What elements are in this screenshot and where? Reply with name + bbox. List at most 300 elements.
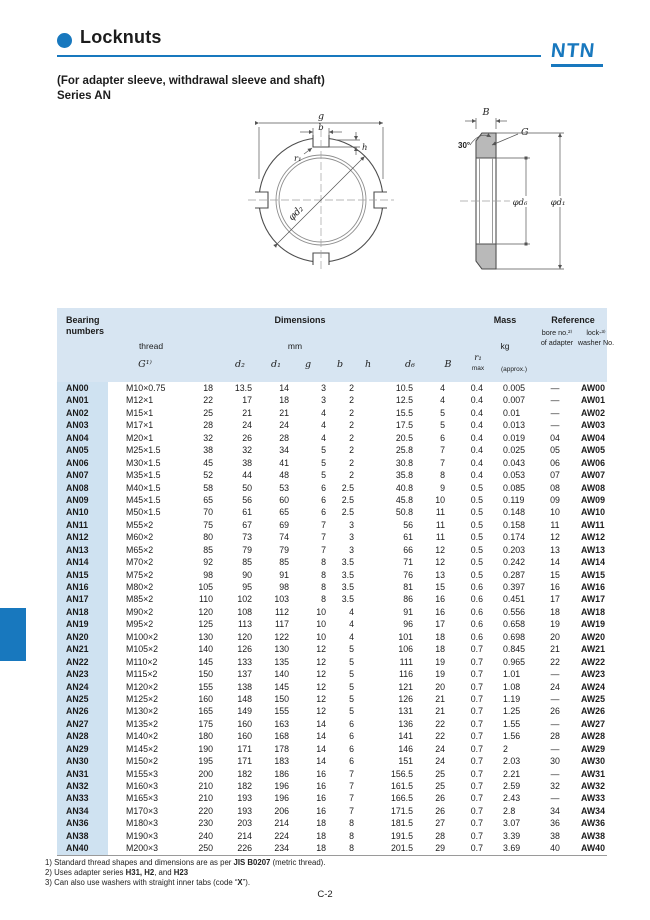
cell-bearing-number: AN25	[57, 693, 108, 705]
cell-h: 5	[349, 669, 354, 680]
cell-r1-max: 0.7	[470, 656, 483, 667]
cell-h: 3.5	[341, 557, 354, 568]
cell-d2: 92	[203, 557, 213, 568]
dim-label-r1: r₁	[294, 154, 302, 164]
header-bore-no: bore no.²⁾	[541, 328, 573, 337]
cell-thread: M30×1.5	[126, 457, 161, 468]
cell-adapter-bore-no: 40	[550, 843, 560, 854]
cell-mass: 0.085	[503, 482, 526, 493]
cell-g: 69	[279, 519, 289, 530]
cell-h: 7	[349, 805, 354, 816]
cell-mass: 1.55	[503, 718, 521, 729]
cell-B: 9	[440, 482, 445, 493]
table-row	[57, 556, 607, 568]
cell-lock-washer-no: AW09	[581, 494, 605, 505]
cell-lock-washer-no: AW22	[581, 656, 605, 667]
table-row	[57, 730, 607, 742]
cell-h: 8	[349, 818, 354, 829]
header-mm: mm	[287, 341, 303, 351]
cell-bearing-number: AN24	[57, 681, 108, 693]
cell-b: 6	[321, 482, 326, 493]
dim-label-d6: φd₆	[512, 198, 528, 208]
cell-mass: 0.053	[503, 470, 526, 481]
cell-d6: 156.5	[390, 768, 413, 779]
cell-h: 2.5	[341, 507, 354, 518]
symbol-d1: d₁	[271, 359, 281, 370]
cell-b: 12	[316, 706, 326, 717]
cell-d6: 101	[398, 631, 413, 642]
cell-mass: 0.203	[503, 544, 526, 555]
cell-adapter-bore-no: —	[550, 383, 560, 393]
cell-r1-max: 0.5	[470, 507, 483, 518]
cell-adapter-bore-no: —	[550, 395, 560, 406]
cell-bearing-number: AN28	[57, 730, 108, 742]
cell-d6: 131	[398, 706, 413, 717]
cell-lock-washer-no: AW27	[581, 718, 605, 729]
cell-h: 3.5	[341, 569, 354, 580]
cell-bearing-number: AN36	[57, 817, 108, 829]
table-body	[57, 382, 607, 856]
table-row	[57, 457, 607, 469]
cell-d6: 71	[403, 557, 413, 568]
section-side-tab	[0, 608, 26, 661]
cell-bearing-number: AN08	[57, 482, 108, 494]
cell-thread: M90×2	[126, 606, 154, 617]
cell-B: 29	[435, 843, 445, 854]
cell-d6: 76	[403, 569, 413, 580]
cell-thread: M12×1	[126, 395, 154, 406]
cell-mass: 0.007	[503, 395, 526, 406]
cell-mass: 3.07	[503, 818, 521, 829]
cell-d1: 137	[237, 669, 252, 680]
cell-b: 8	[321, 594, 326, 605]
cell-mass: 1.56	[503, 731, 521, 742]
cell-thread: M120×2	[126, 681, 159, 692]
cell-r1-max: 0.4	[470, 395, 483, 406]
cell-r1-max: 0.7	[470, 693, 483, 704]
side-view-diagram	[448, 101, 598, 277]
cell-b: 4	[321, 420, 326, 431]
cell-r1-max: 0.6	[470, 619, 483, 630]
cell-lock-washer-no: AW19	[581, 619, 605, 630]
cell-d2: 175	[198, 718, 213, 729]
cell-bearing-number: AN02	[57, 407, 108, 419]
cell-d2: 98	[203, 569, 213, 580]
cell-lock-washer-no: AW10	[581, 507, 605, 518]
cell-adapter-bore-no: 14	[550, 557, 560, 568]
cell-mass: 0.174	[503, 532, 526, 543]
cell-r1-max: 0.7	[470, 756, 483, 767]
cell-lock-washer-no: AW07	[581, 470, 605, 481]
cell-d1: 182	[237, 781, 252, 791]
cell-lock-washer-no: AW02	[581, 407, 605, 418]
cell-adapter-bore-no: 32	[550, 781, 560, 791]
cell-d6: 166.5	[390, 793, 413, 804]
cell-thread: M20×1	[126, 432, 154, 443]
cell-bearing-number: AN20	[57, 631, 108, 643]
cell-r1-max: 0.5	[470, 482, 483, 493]
cell-B: 19	[435, 669, 445, 680]
table-row	[57, 494, 607, 506]
cell-thread: M170×3	[126, 805, 159, 816]
cell-d1: 85	[242, 557, 252, 568]
cell-lock-washer-no: AW06	[581, 457, 605, 468]
cell-d1: 226	[237, 843, 252, 854]
cell-lock-washer-no: AW04	[581, 432, 605, 443]
cell-r1-max: 0.7	[470, 830, 483, 841]
cell-mass: 0.556	[503, 606, 526, 617]
cell-r1-max: 0.7	[470, 843, 483, 854]
table-header: Bearing numbers Dimensions thread mm Mass kg (approx.) Reference bore no.²⁾ of adapter lock-³⁾ washer No. G¹⁾ d₂ d₁ g b h d₆ B r₁ max	[57, 308, 607, 382]
cell-mass: 2.8	[503, 805, 516, 816]
cell-h: 3	[349, 519, 354, 530]
cell-bearing-number: AN05	[57, 444, 108, 456]
cell-lock-washer-no: AW24	[581, 681, 605, 692]
table-row	[57, 407, 607, 419]
cell-r1-max: 0.7	[470, 768, 483, 779]
table-row	[57, 705, 607, 717]
table-row	[57, 693, 607, 705]
cell-r1-max: 0.4	[470, 383, 483, 393]
cell-thread: M115×2	[126, 669, 158, 680]
table-row	[57, 817, 607, 829]
cell-g: 98	[279, 582, 289, 592]
cell-B: 6	[440, 432, 445, 443]
cell-lock-washer-no: AW13	[581, 544, 605, 555]
cell-mass: 0.397	[503, 582, 526, 592]
cell-d1: 38	[242, 457, 252, 468]
cell-h: 5	[349, 693, 354, 704]
table-row	[57, 581, 607, 593]
cell-mass: 0.025	[503, 445, 526, 456]
footnote-line: 1) Standard thread shapes and dimensions are as per JIS B0207 (metric thread).	[45, 858, 326, 867]
cell-bearing-number: AN23	[57, 668, 108, 680]
cell-d6: 50.8	[395, 507, 413, 518]
cell-lock-washer-no: AW03	[581, 420, 605, 431]
cell-mass: 0.658	[503, 619, 526, 630]
cell-bearing-number: AN18	[57, 606, 108, 618]
cell-d6: 136	[398, 718, 413, 729]
cell-b: 14	[316, 756, 326, 767]
cell-bearing-number: AN15	[57, 569, 108, 581]
cell-r1-max: 0.7	[470, 706, 483, 717]
cell-d6: 151	[398, 756, 413, 767]
cell-thread: M100×2	[126, 631, 159, 642]
cell-h: 5	[349, 681, 354, 692]
cell-lock-washer-no: AW20	[581, 631, 605, 642]
cell-adapter-bore-no: —	[550, 407, 560, 418]
cell-g: 79	[279, 544, 289, 555]
cell-h: 7	[349, 781, 354, 791]
cell-adapter-bore-no: 15	[550, 569, 560, 580]
cell-adapter-bore-no: 09	[550, 494, 560, 505]
cell-r1-max: 0.7	[470, 644, 483, 655]
cell-B: 5	[440, 407, 445, 418]
cell-d2: 32	[203, 432, 213, 443]
cell-d6: 35.8	[395, 470, 413, 481]
cell-d2: 25	[203, 407, 213, 418]
cell-d6: 161.5	[390, 781, 413, 791]
cell-g: 224	[274, 830, 289, 841]
cell-lock-washer-no: AW40	[581, 843, 605, 854]
cell-thread: M55×2	[126, 519, 154, 530]
cell-lock-washer-no: AW36	[581, 818, 605, 829]
cell-d1: 171	[237, 756, 252, 767]
cell-d1: 193	[237, 805, 252, 816]
cell-B: 27	[435, 818, 445, 829]
cell-r1-max: 0.4	[470, 470, 483, 481]
cell-b: 18	[316, 818, 326, 829]
dim-label-B: B	[482, 107, 490, 118]
cell-bearing-number: AN40	[57, 842, 108, 854]
cell-d2: 22	[203, 395, 213, 406]
cell-adapter-bore-no: 21	[550, 644, 560, 655]
cell-lock-washer-no: AW12	[581, 532, 605, 543]
cell-h: 3.5	[341, 594, 354, 605]
cell-h: 3.5	[341, 582, 354, 592]
cell-b: 18	[316, 843, 326, 854]
cell-d1: 160	[237, 718, 252, 729]
cell-d1: 56	[242, 494, 252, 505]
cell-r1-max: 0.7	[470, 718, 483, 729]
cell-B: 25	[435, 768, 445, 779]
cell-g: 34	[279, 445, 289, 456]
cell-adapter-bore-no: 36	[550, 818, 560, 829]
cell-bearing-number: AN27	[57, 718, 108, 730]
cell-r1-max: 0.7	[470, 818, 483, 829]
cell-h: 4	[349, 619, 354, 630]
table-row	[57, 531, 607, 543]
cell-h: 6	[349, 731, 354, 742]
cell-d1: 21	[242, 407, 252, 418]
cell-mass: 2.21	[503, 768, 521, 779]
symbol-g: g	[304, 359, 312, 370]
cell-bearing-number: AN11	[57, 519, 108, 531]
cell-mass: 2.43	[503, 793, 521, 804]
cell-b: 10	[316, 631, 326, 642]
cell-d2: 85	[203, 544, 213, 555]
cell-d1: 67	[242, 519, 252, 530]
cell-thread: M110×2	[126, 656, 158, 667]
cell-b: 7	[321, 519, 326, 530]
table-row	[57, 805, 607, 817]
cell-d6: 40.8	[395, 482, 413, 493]
cell-mass: 2	[503, 743, 508, 754]
cell-thread: M105×2	[126, 644, 159, 655]
cell-d6: 96	[403, 619, 413, 630]
cell-lock-washer-no: AW05	[581, 445, 605, 456]
cell-d1: 32	[242, 445, 252, 456]
cell-lock-washer-no: AW16	[581, 582, 605, 592]
cell-thread: M80×2	[126, 582, 154, 592]
cell-b: 12	[316, 644, 326, 655]
cell-r1-max: 0.6	[470, 606, 483, 617]
cell-g: 196	[274, 793, 289, 804]
page-title: Locknuts	[80, 27, 162, 47]
cell-adapter-bore-no: 26	[550, 706, 560, 717]
symbol-G: G¹⁾	[138, 359, 152, 370]
cell-r1-max: 0.4	[470, 457, 483, 468]
cell-thread: M145×2	[126, 743, 159, 754]
cell-r1-max: 0.6	[470, 594, 483, 605]
cell-lock-washer-no: AW15	[581, 569, 605, 580]
cell-d6: 191.5	[390, 830, 413, 841]
table-row	[57, 506, 607, 518]
cell-adapter-bore-no: —	[550, 768, 560, 779]
table-row	[57, 382, 607, 394]
cell-r1-max: 0.6	[470, 582, 483, 592]
cell-h: 6	[349, 718, 354, 729]
cell-h: 2.5	[341, 494, 354, 505]
cell-B: 20	[435, 681, 445, 692]
cell-lock-washer-no: AW26	[581, 706, 605, 717]
cell-b: 8	[321, 569, 326, 580]
cell-h: 3	[349, 532, 354, 543]
cell-g: 14	[279, 383, 289, 393]
cell-d6: 61	[403, 532, 413, 543]
cell-mass: 2.03	[503, 756, 521, 767]
cell-b: 10	[316, 619, 326, 630]
cell-adapter-bore-no: 20	[550, 631, 560, 642]
cell-g: 60	[279, 494, 289, 505]
cell-mass: 0.965	[503, 656, 526, 667]
cell-d6: 45.8	[395, 494, 413, 505]
cell-h: 2	[349, 470, 354, 481]
cell-b: 7	[321, 544, 326, 555]
table-row	[57, 432, 607, 444]
cell-B: 21	[435, 706, 445, 717]
table-row	[57, 606, 607, 618]
cell-d6: 12.5	[395, 395, 413, 406]
cell-d2: 210	[198, 781, 213, 791]
symbol-d6: d₆	[405, 359, 415, 370]
cell-g: 74	[279, 532, 289, 543]
cell-d2: 58	[203, 482, 213, 493]
cell-d2: 38	[203, 445, 213, 456]
cell-adapter-bore-no: —	[550, 793, 560, 804]
cell-d6: 86	[403, 594, 413, 605]
cell-lock-washer-no: AW00	[581, 383, 605, 393]
cell-B: 15	[435, 582, 445, 592]
cell-h: 5	[349, 656, 354, 667]
cell-d1: 50	[242, 482, 252, 493]
cell-d1: 133	[237, 656, 252, 667]
cell-d1: 73	[242, 532, 252, 543]
symbol-B: B	[444, 359, 452, 370]
cell-g: 140	[274, 669, 289, 680]
cell-bearing-number: AN06	[57, 457, 108, 469]
cell-r1-max: 0.7	[470, 669, 483, 680]
footnotes	[45, 858, 325, 888]
cell-b: 3	[321, 395, 326, 406]
cell-g: 91	[279, 569, 289, 580]
cell-g: 112	[274, 606, 289, 617]
cell-adapter-bore-no: 18	[550, 606, 560, 617]
cell-B: 21	[435, 693, 445, 704]
cell-B: 7	[440, 445, 445, 456]
cell-d2: 45	[203, 457, 213, 468]
cell-b: 16	[316, 805, 326, 816]
cell-b: 18	[316, 830, 326, 841]
cell-g: 163	[274, 718, 289, 729]
cell-b: 5	[321, 445, 326, 456]
cell-bearing-number: AN19	[57, 618, 108, 630]
cell-bearing-number: AN00	[57, 382, 108, 394]
dim-label-d1: φd₁	[550, 198, 566, 208]
cell-bearing-number: AN26	[57, 705, 108, 717]
cell-d2: 120	[198, 606, 213, 617]
cell-mass: 0.01	[503, 407, 521, 418]
cell-d1: 95	[242, 582, 252, 592]
cell-b: 12	[316, 669, 326, 680]
cell-mass: 0.148	[503, 507, 526, 518]
cell-d1: 24	[242, 420, 252, 431]
cell-d1: 160	[237, 731, 252, 742]
cell-b: 16	[316, 768, 326, 779]
cell-b: 7	[321, 532, 326, 543]
cell-mass: 3.69	[503, 843, 521, 854]
cell-adapter-bore-no: —	[550, 420, 560, 431]
cell-g: 183	[274, 756, 289, 767]
cell-h: 2	[349, 457, 354, 468]
chamfer-angle-label: 30°	[458, 141, 471, 150]
cell-B: 5	[440, 420, 445, 431]
cell-h: 2	[349, 407, 354, 418]
cell-mass: 1.19	[503, 693, 521, 704]
cell-r1-max: 0.4	[470, 407, 483, 418]
cell-adapter-bore-no: 19	[550, 619, 560, 630]
cell-B: 16	[435, 594, 445, 605]
cell-b: 6	[321, 507, 326, 518]
cell-b: 16	[316, 781, 326, 791]
cell-B: 22	[435, 718, 445, 729]
cell-thread: M17×1	[126, 420, 154, 431]
cell-d6: 121	[398, 681, 413, 692]
cell-b: 14	[316, 731, 326, 742]
cell-mass: 1.01	[503, 669, 521, 680]
cell-b: 8	[321, 582, 326, 592]
dim-label-d2: φd₂	[286, 203, 306, 223]
cell-d2: 28	[203, 420, 213, 431]
cell-thread: M10×0.75	[126, 383, 166, 393]
cell-bearing-number: AN21	[57, 643, 108, 655]
cell-thread: M75×2	[126, 569, 154, 580]
cell-B: 26	[435, 805, 445, 816]
cell-b: 8	[321, 557, 326, 568]
cell-d2: 140	[198, 644, 213, 655]
cell-lock-washer-no: AW34	[581, 805, 605, 816]
table-row	[57, 394, 607, 406]
cell-B: 18	[435, 644, 445, 655]
cell-g: 130	[274, 644, 289, 655]
cell-adapter-bore-no: 10	[550, 507, 560, 518]
cell-d6: 30.8	[395, 457, 413, 468]
cell-B: 8	[440, 470, 445, 481]
cell-d6: 116	[398, 669, 413, 680]
cell-d2: 18	[203, 383, 213, 393]
cell-adapter-bore-no: —	[550, 743, 560, 754]
cell-g: 145	[274, 681, 289, 692]
cell-thread: M50×1.5	[126, 507, 161, 518]
table-row	[57, 792, 607, 804]
cell-adapter-bore-no: 05	[550, 445, 560, 456]
cell-mass: 0.287	[503, 569, 526, 580]
cell-b: 4	[321, 407, 326, 418]
cell-b: 16	[316, 793, 326, 804]
table-row	[57, 718, 607, 730]
cell-r1-max: 0.5	[470, 519, 483, 530]
cell-B: 17	[435, 619, 445, 630]
